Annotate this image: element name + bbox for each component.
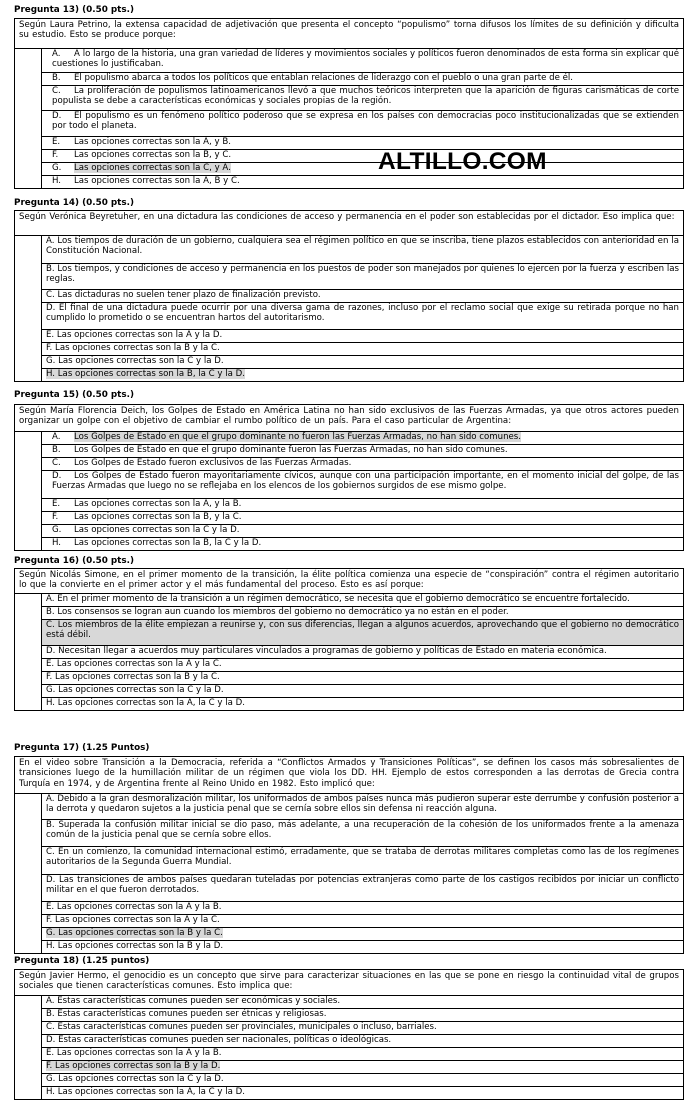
option-17-e[interactable]: E. Las opciones correctas son la A y la B. [41, 902, 683, 915]
option-16-h[interactable]: H. Las opciones correctas son la A, la C y la D. [41, 698, 683, 710]
question-15-stem: Según María Florencia Deich, los Golpes de Estado en América Latina no han sido exclusivos de las Fuerzas Armadas, ya que otros actores pueden organizar un golpe con el objetivo de cambiar el rumbo político de un país. Para el caso particular de Argentina: [14, 404, 684, 432]
option-15-d[interactable]: D. Los Golpes de Estado fueron mayoritariamente cívicos, aunque con una participación importante, en el momento inicial del golpe, de las Fuerzas Armadas que luego no se reflejaba en los elencos de los gobiernos surgidos de ese mismo golpe. [41, 471, 683, 499]
option-13-f[interactable]: F. Las opciones correctas son la B, y C. [41, 150, 683, 163]
option-16-a[interactable]: A. En el primer momento de la transición a un régimen democrático, se necesita que el gobierno democrático se encuentre fortalecido. [41, 594, 683, 607]
option-15-c[interactable]: C. Los Golpes de Estado fueron exclusivos de las Fuerzas Armadas. [41, 458, 683, 471]
option-16-g[interactable]: G. Las opciones correctas son la C y la D. [41, 685, 683, 698]
option-15-f[interactable]: F. Las opciones correctas son la B, y la C. [41, 512, 683, 525]
option-15-h[interactable]: H. Las opciones correctas son la B, la C y la D. [41, 538, 683, 550]
question-18-options [14, 996, 684, 1100]
question-13-options [14, 49, 684, 189]
option-18-c[interactable]: C. Estas características comunes pueden ser provinciales, municipales o incluso, barriales. [41, 1022, 683, 1035]
option-16-b[interactable]: B. Los consensos se logran aun cuando los miembros del gobierno no democrático ya no están en el poder. [41, 607, 683, 620]
option-15-a-selected[interactable]: A. Los Golpes de Estado en que el grupo dominante no fueron las Fuerzas Armadas, no han sido comunes. [41, 432, 683, 445]
question-15-header: Pregunta 15) (0.50 pts.) [14, 390, 134, 400]
option-13-c[interactable]: C. La proliferación de populismos latinoamericanos llevó a que muchos teóricos interpreten que la aparición de figuras carismáticas de corte populista se debe a características económicas y sociales propias de la región. [41, 86, 683, 111]
option-18-b[interactable]: B. Estas características comunes pueden ser étnicas y religiosas. [41, 1009, 683, 1022]
option-14-a[interactable]: A. Los tiempos de duración de un gobierno, cualquiera sea el régimen político en que se inscriba, tiene plazos establecidos con anterioridad en la Constitución Nacional. [41, 236, 683, 264]
question-16-header: Pregunta 16) (0.50 pts.) [14, 556, 134, 566]
option-13-d[interactable]: D. El populismo es un fenómeno político poderoso que se expresa en los países con democracias poco institucionalizadas que se extienden por todo el planeta. [41, 111, 683, 137]
option-13-h[interactable]: H. Las opciones correctas son la A, B y C. [41, 176, 683, 188]
option-18-f-selected[interactable]: F. Las opciones correctas son la B y la D. [41, 1061, 683, 1074]
option-13-g-selected[interactable]: G. Las opciones correctas son la C, y A. [41, 163, 683, 176]
question-17-header: Pregunta 17) (1.25 Puntos) [14, 743, 150, 753]
option-14-d[interactable]: D. El final de una dictadura puede ocurrir por una diversa gama de razones, incluso por el reclamo social que exige su retirada porque no han cumplido lo prometido o se encuentran hartos del autoritarismo. [41, 303, 683, 330]
option-17-a[interactable]: A. Debido a la gran desmoralización militar, los uniformados de ambos países nunca más pudieron superar este derrumbe y confusión posterior a la derrota y quedaron sujetos a la justicia penal que se cernía sobre ellos sin defensa ni reacción alguna. [41, 794, 683, 820]
option-17-h[interactable]: H. Las opciones correctas son la B y la D. [41, 941, 683, 953]
option-15-e[interactable]: E. Las opciones correctas son la A, y la B. [41, 499, 683, 512]
option-16-d[interactable]: D. Necesitan llegar a acuerdos muy particulares vinculados a programas de gobierno y políticas de Estado en materia económica. [41, 646, 683, 659]
option-17-f[interactable]: F. Las opciones correctas son la A y la C. [41, 915, 683, 928]
question-15-options [14, 432, 684, 551]
option-15-b[interactable]: B. Los Golpes de Estado en que el grupo dominante fueron las Fuerzas Armadas, no han sido comunes. [41, 445, 683, 458]
option-14-c[interactable]: C. Las dictaduras no suelen tener plazo de finalización previsto. [41, 290, 683, 303]
option-17-g-selected[interactable]: G. Las opciones correctas son la B y la C. [41, 928, 683, 941]
question-14-header: Pregunta 14) (0.50 pts.) [14, 198, 134, 208]
option-17-d[interactable]: D. Las transiciones de ambos países quedaran tuteladas por potencias extranjeras como parte de los castigos recibidos por iniciar un conflicto militar en el que fueron derrotados. [41, 875, 683, 902]
option-13-b[interactable]: B. El populismo abarca a todos los políticos que entablan relaciones de liderazgo con el pueblo o una gran parte de él. [41, 73, 683, 86]
option-14-b[interactable]: B. Los tiempos, y condiciones de acceso y permanencia en los puestos de poder son manejados por quienes lo ejercen por la fuerza y escriben las reglas. [41, 264, 683, 290]
option-13-e[interactable]: E. Las opciones correctas son la A, y B. [41, 137, 683, 150]
question-16-stem: Según Nicolás Simone, en el primer momento de la transición, la élite política comienza una especie de “conspiración” contra el régimen autoritario lo que la convierte en el primer actor y el más fundamental del proceso. Esto es así porque: [14, 568, 684, 594]
option-16-f[interactable]: F. Las opciones correctas son la B y la C. [41, 672, 683, 685]
option-16-c-selected[interactable]: C. Los miembros de la élite empiezan a reunirse y, con sus diferencias, llegan a algunos acuerdos, aprovechando que el gobierno no democrático está débil. [41, 620, 683, 646]
option-14-h-selected[interactable]: H. Las opciones correctas son la B, la C y la D. [41, 369, 683, 381]
option-18-h[interactable]: H. Las opciones correctas son la A, la C y la D. [41, 1087, 683, 1099]
option-17-c[interactable]: C. En un comienzo, la comunidad internacional estimó, erradamente, que se trataba de derrotas militares completas como las de los regímenes autoritarios de la Segunda Guerra Mundial. [41, 847, 683, 875]
option-18-a[interactable]: A. Estas características comunes pueden ser económicas y sociales. [41, 996, 683, 1009]
option-14-e[interactable]: E. Las opciones correctas son la A y la D. [41, 330, 683, 343]
option-18-e[interactable]: E. Las opciones correctas son la A y la B. [41, 1048, 683, 1061]
question-17-stem: En el video sobre Transición a la Democracia, referida a “Conflictos Armados y Transiciones Políticas”, se definen los casos más sobresalientes de transiciones luego de la humillación militar de un régimen que viola los DD. HH. Ejemplo de estos corresponden a las derrotas de Grecia contra Turquía en 1974, y de Argentina frente al Reino Unido en 1982. Esto implicó que: [14, 756, 684, 794]
option-16-e[interactable]: E. Las opciones correctas son la A y la C. [41, 659, 683, 672]
option-14-g[interactable]: G. Las opciones correctas son la C y la D. [41, 356, 683, 369]
question-14-stem: Según Verónica Beyretuher, en una dictadura las condiciones de acceso y permanencia en el poder son establecidas por el dictador. Eso implica que: [14, 210, 684, 236]
question-18-header: Pregunta 18) (1.25 puntos) [14, 956, 150, 966]
question-14-options [14, 236, 684, 382]
option-14-f[interactable]: F. Las opciones correctas son la B y la C. [41, 343, 683, 356]
question-13-header: Pregunta 13) (0.50 pts.) [14, 5, 134, 15]
option-17-b[interactable]: B. Superada la confusión militar inicial se dio paso, más adelante, a una recuperación de la cohesión de los uniformados frente a la amenaza común de la justicia penal que se cernía sobre ellos. [41, 820, 683, 847]
question-18-stem: Según Javier Hermo, el genocidio es un concepto que sirve para caracterizar situaciones en las que se pone en riesgo la continuidad vital de grupos sociales que tienen características comunes. Esto implica que: [14, 969, 684, 996]
watermark: ALTILLO.COM [378, 148, 547, 175]
option-13-a[interactable]: A. A lo largo de la historia, una gran variedad de líderes y movimientos sociales y políticos fueron denominados de esta forma sin explicar qué cuestiones lo justificaban. [41, 49, 683, 73]
option-15-g[interactable]: G. Las opciones correctas son la C y la D. [41, 525, 683, 538]
option-18-d[interactable]: D. Estas características comunes pueden ser nacionales, políticas o ideológicas. [41, 1035, 683, 1048]
option-18-g[interactable]: G. Las opciones correctas son la C y la D. [41, 1074, 683, 1087]
question-17-options [14, 794, 684, 954]
question-13-stem: Según Laura Petrino, la extensa capacidad de adjetivación que presenta el concepto “populismo” torna difusos los límites de su definición y dificulta su estudio. Esto se produce porque: [14, 18, 684, 49]
question-16-options [14, 594, 684, 711]
